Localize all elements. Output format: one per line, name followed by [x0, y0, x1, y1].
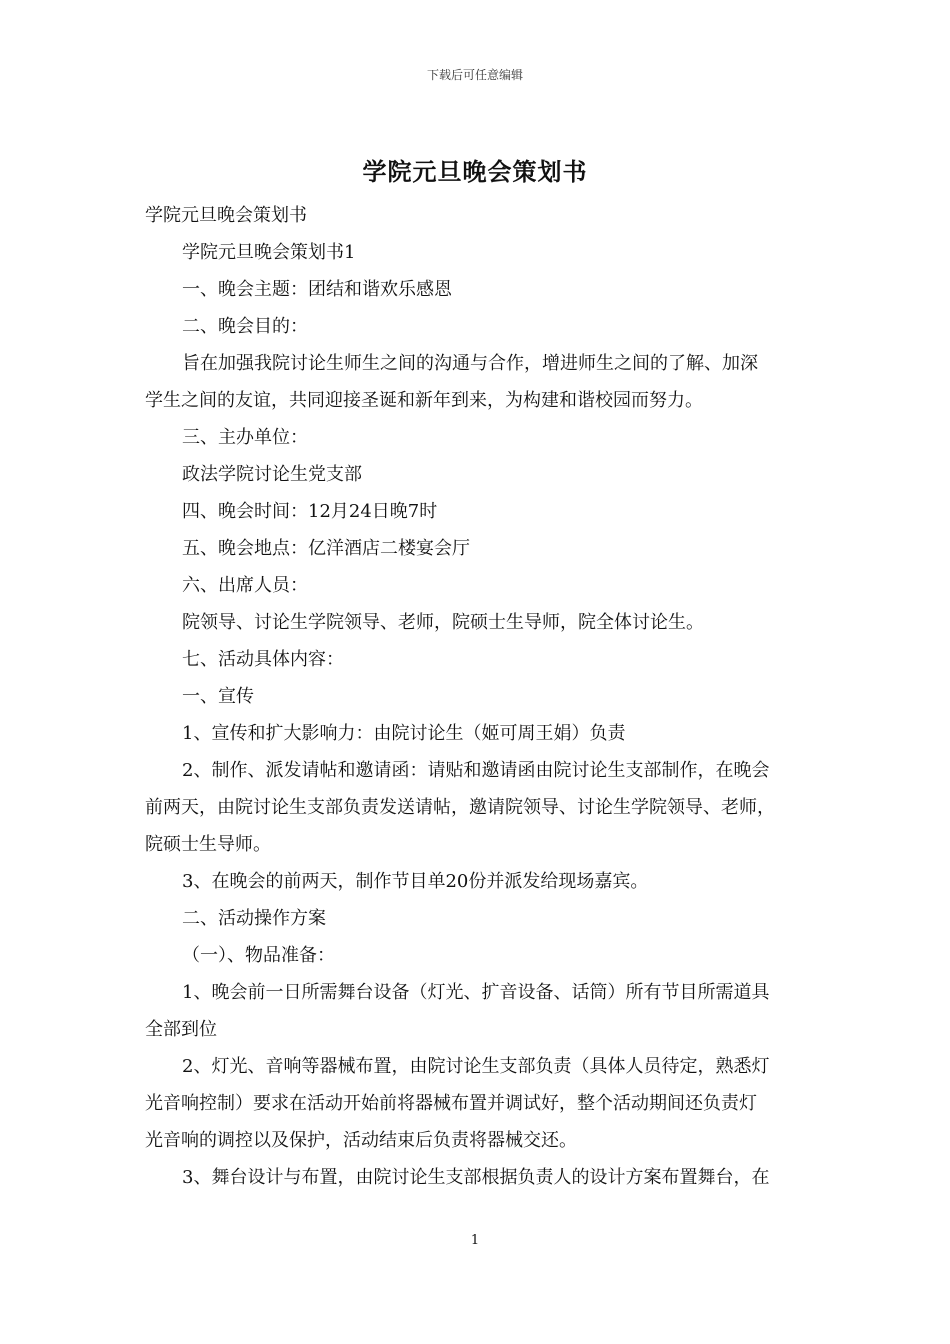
paragraph-line: 光音响的调控以及保护，活动结束后负责将器械交还。: [145, 1130, 577, 1151]
paragraph-line: 七、活动具体内容：: [182, 649, 344, 670]
paragraph-line: 1、宣传和扩大影响力：由院讨论生（姬可周王娟）负责: [182, 723, 626, 744]
paragraph-line: 六、出席人员：: [182, 575, 308, 596]
paragraph-line: 二、活动操作方案: [182, 908, 326, 929]
paragraph-line: 学生之间的友谊，共同迎接圣诞和新年到来，为构建和谐校园而努力。: [145, 390, 703, 411]
paragraph-line: 旨在加强我院讨论生师生之间的沟通与合作，增进师生之间的了解、加深: [182, 353, 758, 374]
paragraph-line: 院领导、讨论生学院领导、老师，院硕士生导师，院全体讨论生。: [182, 612, 704, 633]
page-number: 1: [470, 1233, 480, 1248]
paragraph-line: 2、制作、派发请帖和邀请函：请贴和邀请函由院讨论生支部制作，在晚会: [182, 760, 770, 781]
paragraph-line: 一、晚会主题：团结和谐欢乐感恩: [182, 279, 452, 300]
paragraph-line: 2、灯光、音响等器械布置，由院讨论生支部负责（具体人员待定，熟悉灯: [182, 1056, 770, 1077]
paragraph-line: （一）、物品准备：: [182, 945, 335, 966]
paragraph-line: 学院元旦晚会策划书: [145, 205, 307, 226]
paragraph-line: 五、晚会地点：亿洋酒店二楼宴会厅: [182, 538, 470, 559]
document-title: 学院元旦晚会策划书: [362, 157, 588, 186]
paragraph-line: 全部到位: [145, 1019, 217, 1040]
paragraph-line: 三、主办单位：: [182, 427, 308, 448]
paragraph-line: 二、晚会目的：: [182, 316, 308, 337]
document-body: [145, 197, 825, 1196]
paragraph-line: 学院元旦晚会策划书1: [182, 242, 356, 263]
paragraph-line: 四、晚会时间：12月24日晚7时: [182, 501, 438, 522]
paragraph-line: 前两天，由院讨论生支部负责发送请帖，邀请院领导、讨论生学院领导、老师，: [145, 797, 775, 818]
paragraph-line: 政法学院讨论生党支部: [182, 464, 362, 485]
paragraph-line: 光音响控制）要求在活动开始前将器械布置并调试好，整个活动期间还负责灯: [145, 1093, 757, 1114]
paragraph-line: 3、在晚会的前两天，制作节目单20份并派发给现场嘉宾。: [182, 871, 649, 892]
paragraph-line: 1、晚会前一日所需舞台设备（灯光、扩音设备、话筒）所有节目所需道具: [182, 982, 770, 1003]
paragraph-line: 院硕士生导师。: [145, 834, 271, 855]
header-note: 下载后可任意编辑: [426, 68, 523, 82]
paragraph-line: 一、宣传: [182, 686, 254, 707]
paragraph-line: 3、舞台设计与布置，由院讨论生支部根据负责人的设计方案布置舞台，在: [182, 1167, 770, 1188]
